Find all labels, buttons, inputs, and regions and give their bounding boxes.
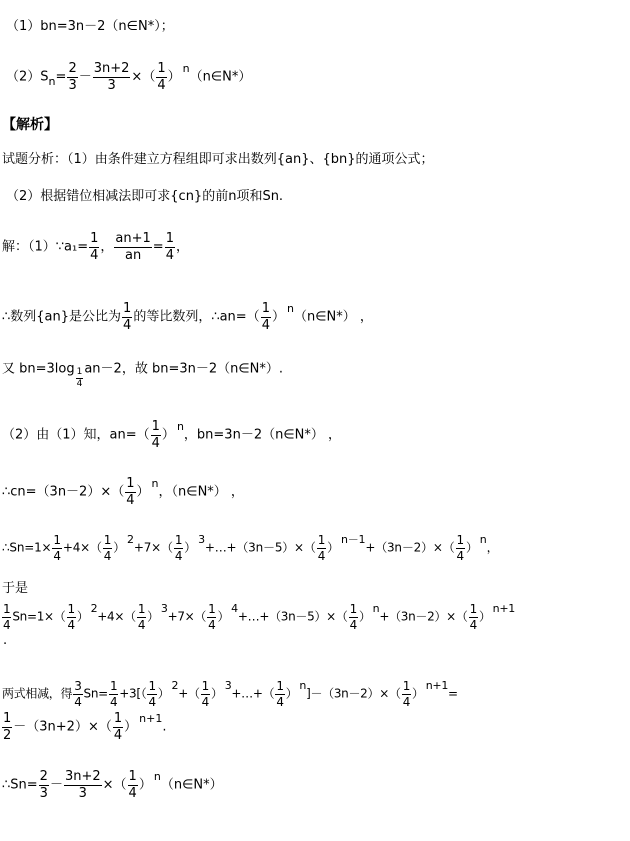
fraction: $\frac{1}{4}$ (109, 679, 118, 709)
solution-line5: ∴cn=（3n－2）×（ $\frac{1}{4}$ ）$^n$，（n∈N*） ， (2, 476, 244, 508)
exponent: n+1 (139, 711, 163, 725)
exponent: n (299, 678, 307, 692)
fraction: $\frac{1}{4}$ (261, 301, 270, 333)
solution-line4: （2）由（1）知，an=（ $\frac{1}{4}$ ）$^n$，bn=3n－2（n∈N*） ， (2, 419, 342, 451)
fraction: $\frac{1}{4}$ (469, 602, 477, 632)
exponent: n (372, 601, 380, 615)
exponent: n (182, 61, 190, 75)
fraction: $\frac{3n+2}{3}$ (64, 769, 101, 801)
exponent: n (479, 532, 487, 546)
fraction: $\frac{1}{4}$ (113, 711, 123, 743)
fraction: $\frac{3}{4}$ (74, 679, 82, 709)
fraction: $\frac{1}{4}$ (90, 231, 99, 263)
solution-line9: $\frac{1}{2}$ －（3n+2）×（ $\frac{1}{4}$ ）$^{n+1}$. (3, 711, 167, 743)
fraction: $\frac{1}{4}$ (157, 61, 166, 93)
fraction: $\frac{3n+2}{3}$ (93, 61, 130, 93)
solution-line8: 两式相减，得 $\frac{3}{4}$ Sn= $\frac{1}{4}$ +3[（ $\frac{1}{4}$ ）2+（ $\frac{1}{4}$ ）3+…+（ $\frac{1}{4}$ ）n]－（3n－2）×（ $\frac{1}{4}$ ）n+1= (2, 678, 458, 709)
text: = (55, 69, 67, 85)
fraction: $\frac{1}{4}$ (126, 476, 135, 508)
fraction: $\frac{1}{4}$ (174, 533, 183, 563)
solution-line1: 解：（1）∵a₁= $\frac{1}{4}$ ， $\frac{an+1}{an}$ = $\frac{1}{4}$ ， (2, 231, 189, 263)
exponent: n (176, 419, 184, 433)
solution-line6: ∴Sn=1× $\frac{1}{4}$ +4×（ $\frac{1}{4}$ ）2+7×（ $\frac{1}{4}$ ）3+…+（3n－5）×（ $\frac{1}{4}$ ）n－1+（3n－2）×（ $\frac{1}{4}$ ）n， (2, 532, 499, 563)
fraction: $\frac{1}{4}$ (349, 602, 357, 632)
exponent: n (153, 769, 161, 783)
fraction: $\frac{an+1}{an}$ (115, 231, 151, 263)
exponent: n (151, 476, 159, 490)
exponent: 3 (224, 678, 232, 692)
text: （2） (6, 69, 41, 85)
fraction: $\frac{1}{4}$ (53, 533, 61, 563)
solution-line7: $\frac{1}{4}$ Sn=1×（ $\frac{1}{4}$ ）2+4×（ $\frac{1}{4}$ ）3+7×（ $\frac{1}{4}$ ）4+…+（3n－5）×（ $\frac{1}{4}$ ）n+（3n－2）×（ $\frac{1}{4}$ ）n+1 (3, 601, 515, 632)
fraction: $\frac{1}{4}$ (103, 533, 112, 563)
exponent: n (286, 301, 294, 315)
fraction: $\frac{1}{4}$ (3, 602, 11, 632)
exponent: 3 (198, 532, 205, 546)
answer-part2: $(2)S_n=$ $\frac{2}{3}$ － $\frac{3n+2}{3}$ ×（ $\frac{1}{4}$ ）$^n$（n∈N*） (6, 61, 252, 93)
period-mark: . (3, 633, 8, 648)
fraction: $\frac{1}{4}$ (148, 679, 156, 709)
solution-line3: 又 bn=3log $\frac{1}{4}$ an－2，故 bn=3n－2（n∈N*）. (2, 361, 284, 390)
exponent: n+1 (492, 601, 515, 615)
subscript: n (48, 74, 56, 88)
fraction: $\frac{1}{4}$ (67, 602, 75, 632)
yushi-text: 于是 (2, 581, 29, 596)
fraction: $\frac{1}{4}$ (123, 301, 132, 333)
fraction: $\frac{1}{4}$ (201, 679, 210, 709)
exponent: 4 (231, 601, 238, 615)
fraction: $\frac{1}{2}$ (3, 711, 12, 743)
exponent: 2 (90, 601, 98, 615)
analysis-line2: （2）根据错位相减法即可求{cn}的前n项和Sn. (6, 189, 284, 204)
fraction: $\frac{1}{4}$ (456, 533, 464, 563)
exponent: 3 (160, 601, 168, 615)
fraction: $\frac{1}{4}$ (128, 769, 137, 801)
answer-part1: （1）bn=3n－2（n∈N*）； (6, 19, 174, 34)
solution-line2: ∴数列{an}是公比为 $\frac{1}{4}$ 的等比数列，∴an=（ $\frac{1}{4}$ ）$^n$（n∈N*） ， (2, 301, 373, 333)
fraction: $\frac{1}{4}$ (165, 231, 174, 263)
fraction: $\frac{2}{3}$ (68, 61, 77, 93)
solution-line10: ∴Sn= $\frac{2}{3}$ － $\frac{3n+2}{3}$ ×（ $\frac{1}{4}$ ）$^n$（n∈N*） (2, 769, 223, 801)
text: S (40, 69, 49, 85)
fraction: $\frac{1}{4}$ (137, 602, 146, 632)
fraction: $\frac{1}{4}$ (402, 679, 411, 709)
fraction: $\frac{1}{4}$ (317, 533, 326, 563)
analysis-line1: 试题分析：（1）由条件建立方程组即可求出数列{an}、{bn}的通项公式； (2, 152, 434, 167)
exponent: n+1 (425, 678, 449, 692)
section-heading: 【解析】 (2, 117, 58, 133)
fraction: $\frac{1}{4}$ (276, 679, 284, 709)
fraction: $\frac{1}{4}$ (208, 602, 216, 632)
exponent: n－1 (340, 532, 366, 546)
exponent: 2 (127, 532, 134, 546)
fraction: $\frac{1}{4}$ (76, 367, 83, 390)
fraction: $\frac{2}{3}$ (39, 769, 48, 801)
fraction: $\frac{1}{4}$ (151, 419, 160, 451)
exponent: 2 (171, 678, 179, 692)
